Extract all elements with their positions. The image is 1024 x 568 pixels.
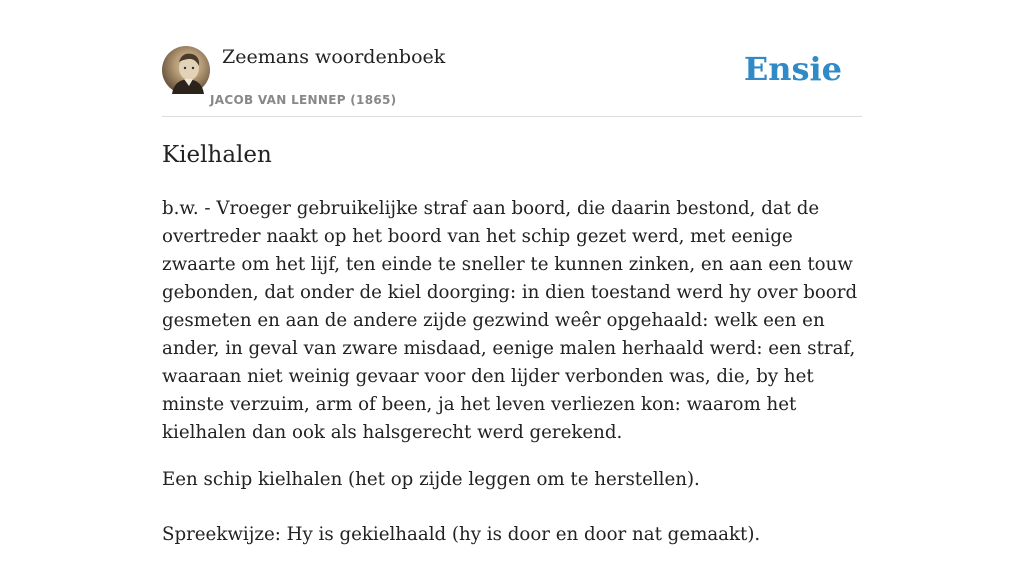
entry-definition: b.w. - Vroeger gebruikelijke straf aan boord, die daarin bestond, dat de overtreder naakt op het boord van het schip gezet werd, met eenige zwaarte om het lijf, ten einde te sneller te kunnen zinken, en aan een touw gebonden, dat onder de kiel doorging: in dien toestand werd hy over boord gesmeten en aan de andere zijde gezwind weêr opgehaald: welk een en ander, in geval van zware misdaad, eenige malen herhaald werd: een straf, waaraan niet weinig gevaar voor den lijder verbonden was, die, by het minste verzuim, arm of been, ja het leven verliezen kon: waarom het kielhalen dan ook als halsgerecht werd gerekend.: [162, 198, 858, 443]
entry-saying: Spreekwijze: Hy is gekielhaald (hy is door en door nat gemaakt).: [162, 524, 761, 545]
author-portrait-icon[interactable]: [162, 46, 210, 94]
entry-content: [162, 140, 862, 568]
dictionary-author: JACOB VAN LENNEP (1865): [210, 93, 397, 107]
dictionary-header: [162, 46, 862, 117]
ensie-logo[interactable]: Ensie: [743, 50, 842, 88]
entry-headword: Kielhalen: [162, 142, 272, 168]
entry-example: Een schip kielhalen (het op zijde leggen om te herstellen).: [162, 469, 700, 490]
dictionary-title[interactable]: Zeemans woordenboek: [222, 46, 446, 68]
